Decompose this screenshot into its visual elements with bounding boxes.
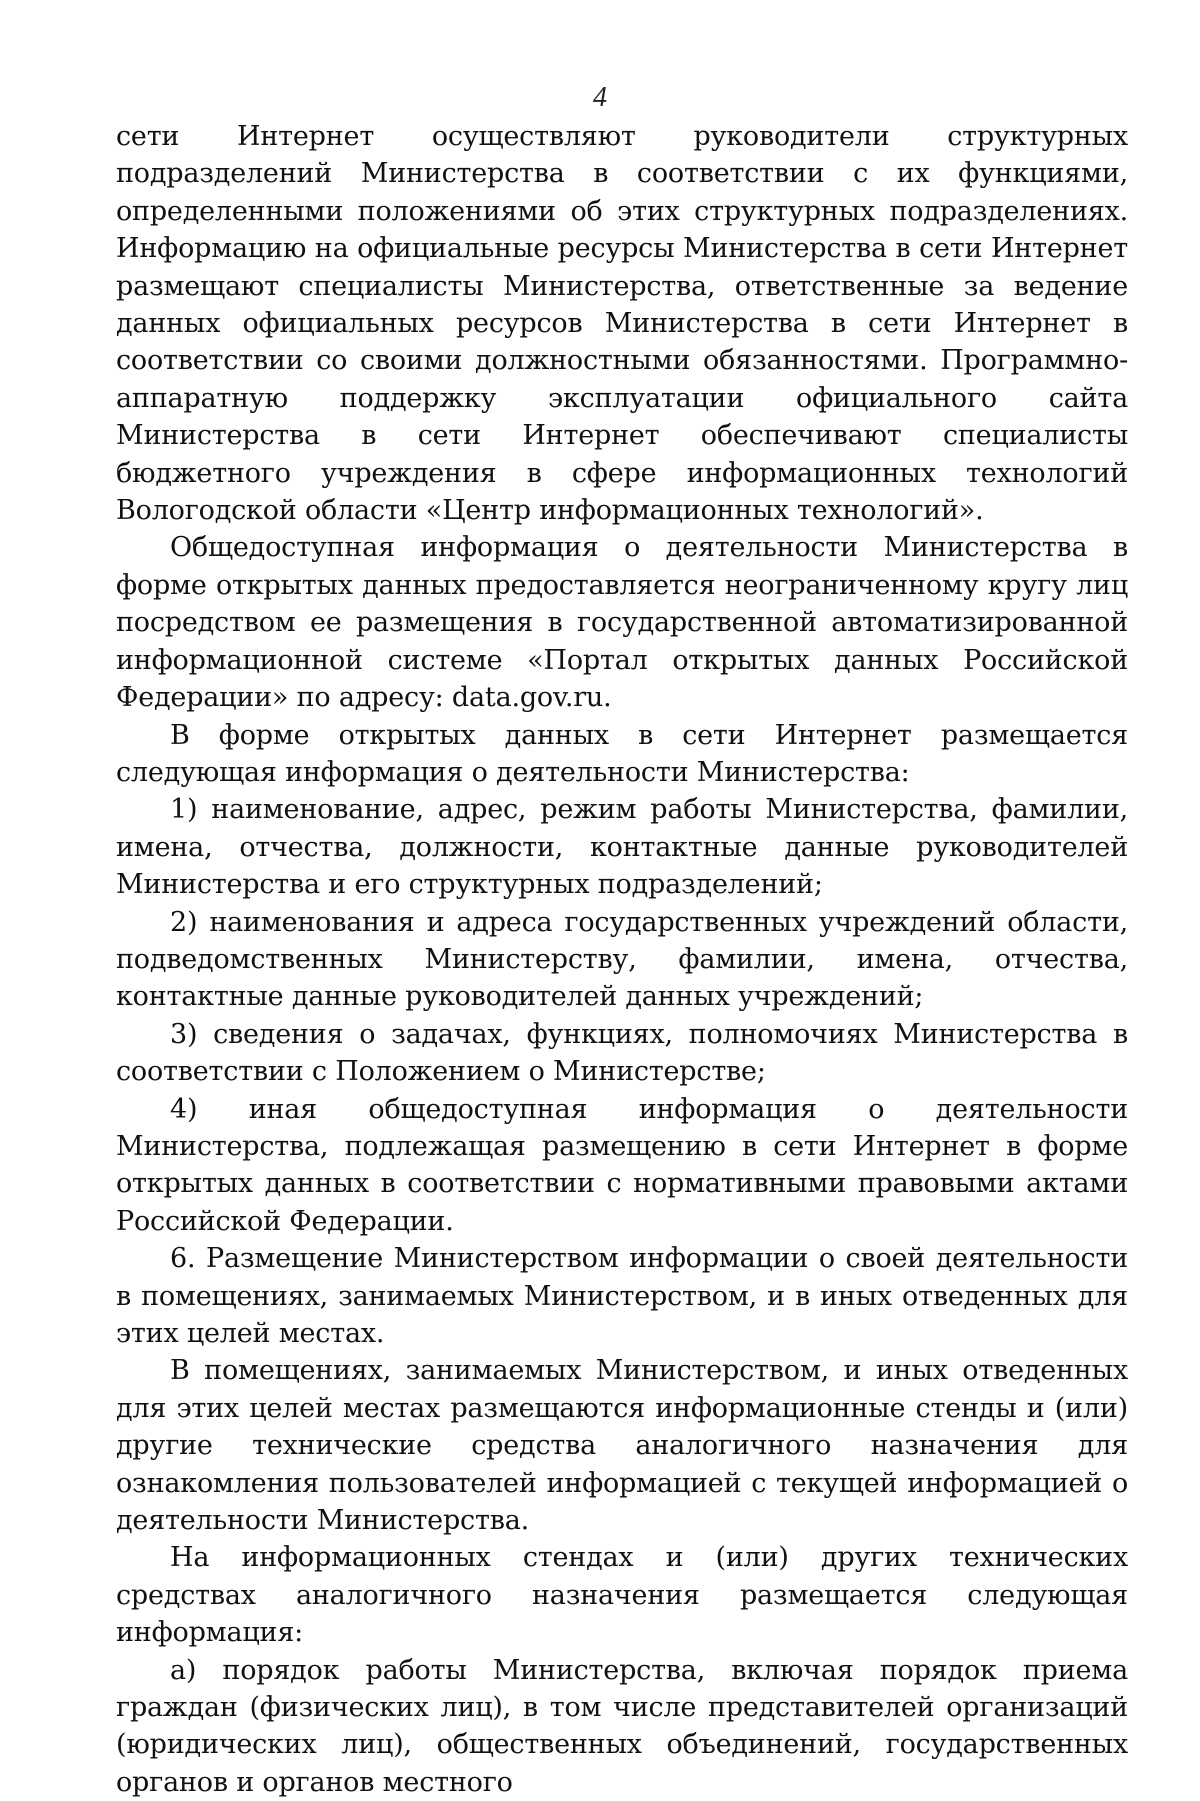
page-number: 4 [593,82,607,113]
list-item-2: 2) наименования и адреса государственных учреждений области, подведомственных Министерству, фамилии, имена, отчества, контактные данные руководителей данных учреждений; [116,906,1128,1013]
section-6-heading-paragraph: 6. Размещение Министерством информации о своей деятельности в помещениях, занимаемых Министерством, и в иных отведенных для этих целей местах. [116,1243,1128,1349]
paragraph-open-data: Общедоступная информация о деятельности Министерства в форме открытых данных предоставляется неограниченному кругу лиц посредством ее размещения в государственной автоматизированной информационной системе «Портал открытых данных Российской Федерации» по адресу: data.gov.ru. [116,532,1128,714]
list-item-3: 3) сведения о задачах, функциях, полномочиях Министерства в соответствии с Положением о Министерстве; [116,1018,1128,1088]
paragraph-open-data-list-intro: В форме открытых данных в сети Интернет размещается следующая информация о деятельности Министерства: [116,719,1128,788]
list-item-1: 1) наименование, адрес, режим работы Министерства, фамилии, имена, отчества, должности, контактные данные руководителей Министерства и его структурных подразделений; [116,794,1128,901]
list-item-a: а) порядок работы Министерства, включая порядок приема граждан (физических лиц), в том числе представителей организаций (юридических лиц), общественных объединений, государственных органов и органов местного [116,1654,1128,1798]
list-item-4: 4) иная общедоступная информация о деятельности Министерства, подлежащая размещению в сети Интернет в форме открытых данных в соответствии с нормативными правовыми актами Российской Федерации. [116,1093,1128,1237]
document-body [116,118,1128,1801]
paragraph-continuation: сети Интернет осуществляют руководители структурных подразделений Министерства в соответствии с их функциями, определенными положениями об этих структурных подразделениях. Информацию на официальные ресурсы Министерства в сети Интернет размещают специалисты Министерства, ответственные за ведение данных официальных ресурсов Министерства в сети Интернет в соответствии со своими должностными обязанностями. Программно-аппаратную поддержку эксплуатации официального сайта Министерства в сети Интернет обеспечивают специалисты бюджетного учреждения в сфере информационных технологий Вологодской области «Центр информационных технологий». [116,121,1128,527]
paragraph-information-stands: В помещениях, занимаемых Министерством, и иных отведенных для этих целей местах размещаются информационные стенды и (или) другие технические средства аналогичного назначения для ознакомления пользователей информацией с текущей информацией о деятельности Министерства. [116,1355,1128,1537]
paragraph-stands-list-intro: На информационных стендах и (или) других технических средствах аналогичного назначения размещается следующая информация: [116,1542,1128,1649]
